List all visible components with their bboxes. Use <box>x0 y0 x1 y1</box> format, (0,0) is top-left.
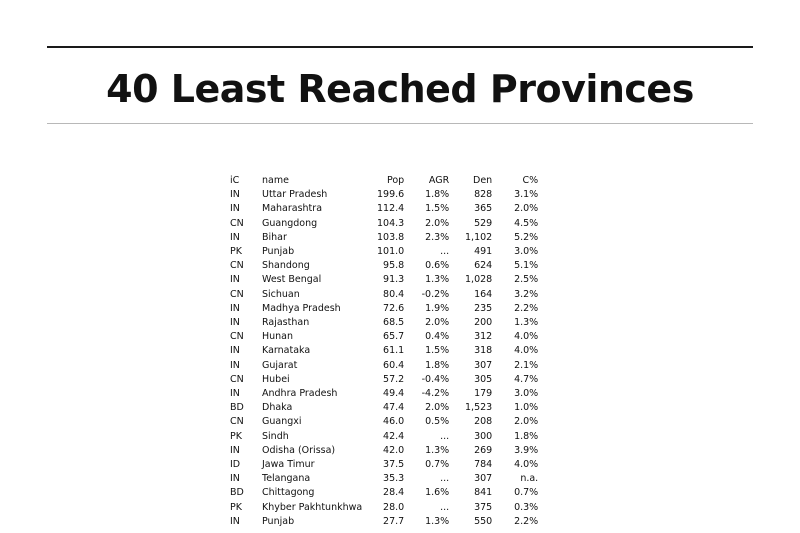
cell-country-code: IN <box>230 473 240 485</box>
cell-province-name: Rajasthan <box>262 317 310 329</box>
cell-christian-percent: 5.1% <box>514 260 539 272</box>
header-agr: AGR <box>428 175 450 186</box>
cell-growth-rate: 1.9% <box>425 302 450 314</box>
cell-province-name: Odisha (Orissa) <box>262 444 336 456</box>
cell-density: 208 <box>474 416 493 428</box>
cell-population: 28.4 <box>383 487 405 499</box>
page-title: 40 Least Reached Provinces <box>106 67 694 111</box>
cell-density: 318 <box>474 345 493 357</box>
cell-christian-percent: n.a. <box>520 473 539 485</box>
cell-population: 42.4 <box>383 430 405 442</box>
cell-country-code: BD <box>230 487 244 499</box>
cell-density: 784 <box>474 459 493 471</box>
cell-province-name: Andhra Pradesh <box>262 388 338 400</box>
cell-province-name: Punjab <box>262 246 295 258</box>
cell-density: 491 <box>474 246 493 258</box>
cell-country-code: CN <box>230 331 244 343</box>
cell-province-name: Maharashtra <box>262 203 323 215</box>
cell-density: 300 <box>474 430 493 442</box>
cell-country-code: BD <box>230 402 244 414</box>
cell-christian-percent: 1.0% <box>514 402 539 414</box>
cell-growth-rate: 1.3% <box>425 444 450 456</box>
cell-province-name: Sindh <box>262 430 289 442</box>
provinces-table <box>230 174 538 529</box>
cell-christian-percent: 4.0% <box>514 331 539 343</box>
cell-density: 305 <box>474 373 493 385</box>
cell-country-code: IN <box>230 189 240 201</box>
cell-population: 101.0 <box>377 246 405 258</box>
table-row <box>230 387 538 401</box>
cell-province-name: Madhya Pradesh <box>262 302 341 314</box>
cell-country-code: IN <box>230 359 240 371</box>
cell-growth-rate: 1.3% <box>425 274 450 286</box>
table-row <box>230 330 538 344</box>
table-row <box>230 359 538 373</box>
table-row <box>230 444 538 458</box>
cell-christian-percent: 4.7% <box>514 373 539 385</box>
cell-population: 104.3 <box>377 217 405 229</box>
cell-density: 1,028 <box>465 274 493 286</box>
cell-country-code: ID <box>230 459 241 471</box>
cell-country-code: CN <box>230 217 244 229</box>
top-rule <box>47 46 753 48</box>
cell-growth-rate: ... <box>440 473 450 485</box>
cell-growth-rate: 1.3% <box>425 515 450 527</box>
cell-population: 60.4 <box>383 359 405 371</box>
cell-density: 841 <box>474 487 493 499</box>
table-row <box>230 188 538 202</box>
cell-christian-percent: 2.1% <box>514 359 539 371</box>
table-row <box>230 415 538 429</box>
cell-growth-rate: 1.8% <box>425 189 450 201</box>
cell-christian-percent: 4.0% <box>514 345 539 357</box>
cell-province-name: Khyber Pakhtunkhwa <box>262 501 363 513</box>
table-row <box>230 373 538 387</box>
cell-population: 61.1 <box>383 345 405 357</box>
cell-population: 65.7 <box>383 331 405 343</box>
cell-province-name: Guangxi <box>262 416 302 428</box>
table-row <box>230 472 538 486</box>
cell-population: 95.8 <box>383 260 405 272</box>
cell-christian-percent: 4.5% <box>514 217 539 229</box>
cell-province-name: Telangana <box>262 473 311 485</box>
cell-population: 46.0 <box>383 416 405 428</box>
cell-density: 235 <box>474 302 493 314</box>
cell-density: 307 <box>474 473 493 485</box>
cell-population: 37.5 <box>383 459 405 471</box>
cell-province-name: Punjab <box>262 515 295 527</box>
cell-christian-percent: 0.3% <box>514 501 539 513</box>
cell-christian-percent: 3.9% <box>514 444 539 456</box>
cell-province-name: Dhaka <box>262 402 293 414</box>
cell-growth-rate: 2.0% <box>425 217 450 229</box>
cell-population: 47.4 <box>383 402 405 414</box>
table-row <box>230 344 538 358</box>
table-row <box>230 401 538 415</box>
cell-christian-percent: 2.2% <box>514 302 539 314</box>
cell-christian-percent: 1.3% <box>514 317 539 329</box>
cell-density: 1,102 <box>465 231 493 243</box>
cell-population: 80.4 <box>383 288 405 300</box>
cell-country-code: CN <box>230 260 244 272</box>
cell-growth-rate: 1.5% <box>425 345 450 357</box>
header-christian-percent: C% <box>522 175 539 186</box>
cell-province-name: Gujarat <box>262 359 298 371</box>
cell-province-name: Guangdong <box>262 217 318 229</box>
cell-province-name: West Bengal <box>262 274 322 286</box>
table-row <box>230 430 538 444</box>
cell-growth-rate: ... <box>440 430 450 442</box>
cell-population: 68.5 <box>383 317 405 329</box>
cell-density: 624 <box>474 260 493 272</box>
cell-christian-percent: 3.2% <box>514 288 539 300</box>
cell-growth-rate: 0.5% <box>425 416 450 428</box>
table-row <box>230 273 538 287</box>
cell-growth-rate: ... <box>440 246 450 258</box>
cell-density: 529 <box>474 217 493 229</box>
cell-density: 312 <box>474 331 493 343</box>
cell-growth-rate: -0.2% <box>421 288 450 300</box>
cell-province-name: Uttar Pradesh <box>262 189 328 201</box>
cell-population: 28.0 <box>383 501 405 513</box>
cell-growth-rate: 1.5% <box>425 203 450 215</box>
header-name: name <box>262 175 289 186</box>
cell-country-code: IN <box>230 444 240 456</box>
cell-growth-rate: 1.8% <box>425 359 450 371</box>
cell-province-name: Shandong <box>262 260 310 272</box>
cell-christian-percent: 1.8% <box>514 430 539 442</box>
cell-growth-rate: 0.7% <box>425 459 450 471</box>
cell-country-code: CN <box>230 416 244 428</box>
cell-christian-percent: 3.0% <box>514 388 539 400</box>
cell-country-code: IN <box>230 317 240 329</box>
cell-province-name: Karnataka <box>262 345 311 357</box>
table-row <box>230 458 538 472</box>
cell-population: 27.7 <box>383 515 405 527</box>
cell-province-name: Jawa Timur <box>262 459 315 471</box>
table-body <box>230 188 538 529</box>
cell-density: 269 <box>474 444 493 456</box>
cell-density: 179 <box>474 388 493 400</box>
table-row <box>230 316 538 330</box>
cell-christian-percent: 2.2% <box>514 515 539 527</box>
cell-christian-percent: 3.1% <box>514 189 539 201</box>
cell-country-code: IN <box>230 515 240 527</box>
cell-population: 199.6 <box>377 189 405 201</box>
cell-province-name: Hunan <box>262 331 294 343</box>
cell-country-code: PK <box>230 430 242 442</box>
cell-christian-percent: 5.2% <box>514 231 539 243</box>
cell-christian-percent: 2.0% <box>514 203 539 215</box>
table-row <box>230 486 538 500</box>
table-row <box>230 245 538 259</box>
cell-population: 72.6 <box>383 302 405 314</box>
table-row <box>230 231 538 245</box>
cell-growth-rate: 0.6% <box>425 260 450 272</box>
cell-country-code: IN <box>230 345 240 357</box>
cell-density: 1,523 <box>465 402 493 414</box>
cell-density: 375 <box>474 501 493 513</box>
cell-province-name: Bihar <box>262 231 287 243</box>
cell-density: 164 <box>474 288 493 300</box>
table-row <box>230 259 538 273</box>
cell-christian-percent: 2.0% <box>514 416 539 428</box>
cell-country-code: PK <box>230 246 242 258</box>
title-underline <box>47 123 753 124</box>
table-header-row <box>230 174 538 188</box>
cell-country-code: IN <box>230 302 240 314</box>
cell-christian-percent: 3.0% <box>514 246 539 258</box>
cell-country-code: IN <box>230 274 240 286</box>
cell-province-name: Hubei <box>262 373 290 385</box>
cell-density: 365 <box>474 203 493 215</box>
cell-christian-percent: 0.7% <box>514 487 539 499</box>
cell-province-name: Chittagong <box>262 487 315 499</box>
cell-growth-rate: 2.3% <box>425 231 450 243</box>
table-row <box>230 515 538 529</box>
cell-density: 200 <box>474 317 493 329</box>
cell-density: 550 <box>474 515 493 527</box>
cell-population: 57.2 <box>383 373 405 385</box>
cell-country-code: PK <box>230 501 242 513</box>
header-pop: Pop <box>386 175 405 186</box>
cell-growth-rate: -4.2% <box>421 388 450 400</box>
cell-density: 307 <box>474 359 493 371</box>
header-ic: iC <box>230 175 240 186</box>
cell-growth-rate: 2.0% <box>425 317 450 329</box>
cell-growth-rate: 1.6% <box>425 487 450 499</box>
cell-growth-rate: ... <box>440 501 450 513</box>
table-row <box>230 288 538 302</box>
cell-population: 35.3 <box>383 473 405 485</box>
cell-province-name: Sichuan <box>262 288 300 300</box>
cell-country-code: IN <box>230 388 240 400</box>
table-row <box>230 202 538 216</box>
cell-country-code: IN <box>230 203 240 215</box>
cell-density: 828 <box>474 189 493 201</box>
cell-population: 91.3 <box>383 274 405 286</box>
cell-population: 103.8 <box>377 231 405 243</box>
cell-growth-rate: 0.4% <box>425 331 450 343</box>
cell-christian-percent: 2.5% <box>514 274 539 286</box>
header-den: Den <box>473 175 493 186</box>
cell-growth-rate: 2.0% <box>425 402 450 414</box>
cell-population: 42.0 <box>383 444 405 456</box>
table-row <box>230 501 538 515</box>
cell-population: 112.4 <box>377 203 405 215</box>
cell-christian-percent: 4.0% <box>514 459 539 471</box>
cell-country-code: CN <box>230 288 244 300</box>
cell-country-code: IN <box>230 231 240 243</box>
cell-population: 49.4 <box>383 388 405 400</box>
table-row <box>230 302 538 316</box>
table-row <box>230 217 538 231</box>
cell-country-code: CN <box>230 373 244 385</box>
cell-growth-rate: -0.4% <box>421 373 450 385</box>
